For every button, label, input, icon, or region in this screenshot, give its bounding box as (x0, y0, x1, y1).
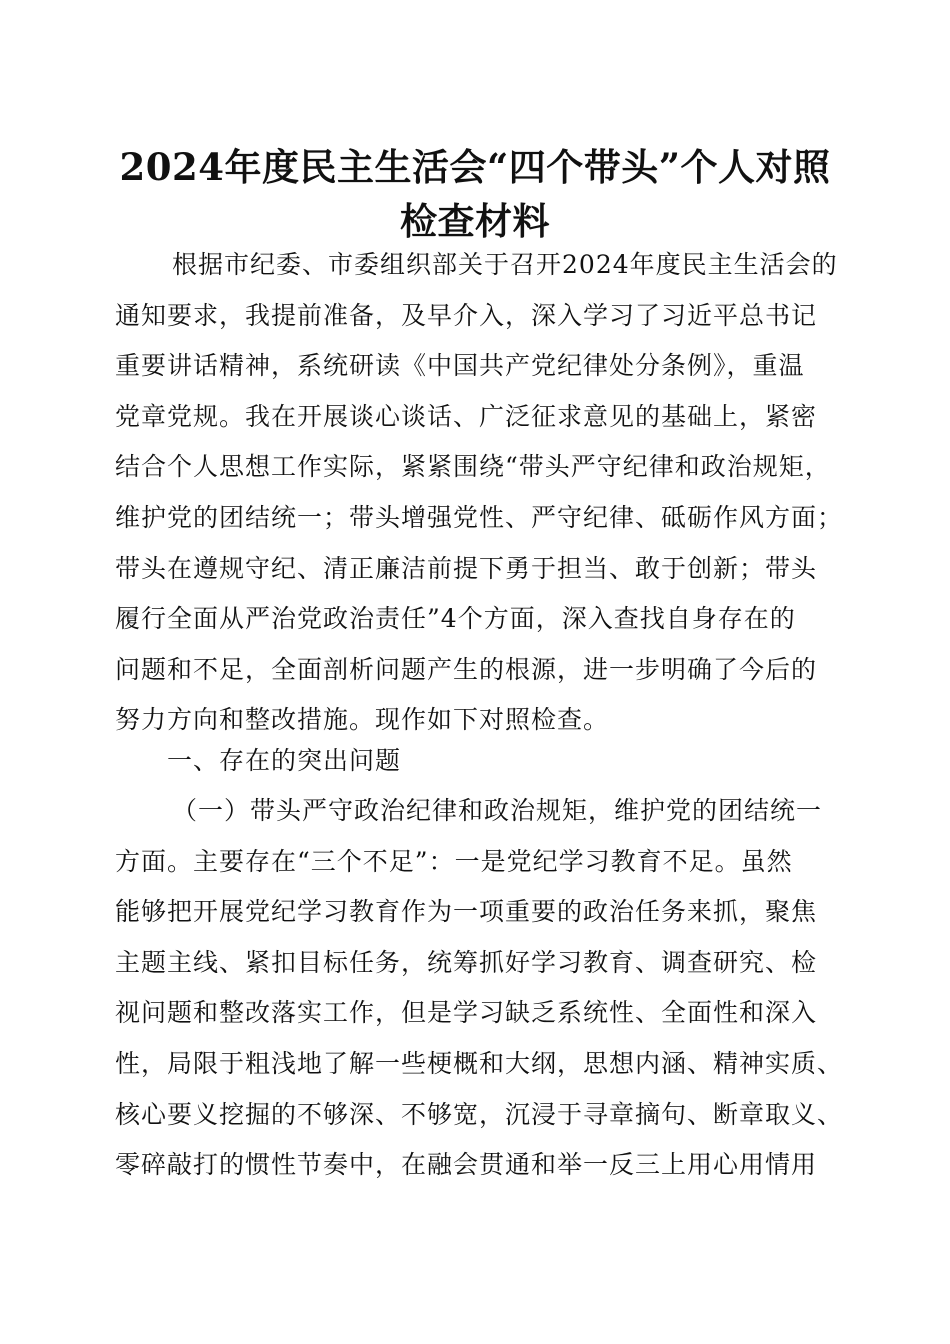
paragraph-line: 主题主线、紧扣目标任务，统筹抓好学习教育、调查研究、检 (115, 947, 818, 977)
paragraph-line: 履行全面从严治党政治责任”4个方面，深入查找自身存在的 (115, 604, 796, 634)
paragraph-line: 核心要义挖掘的不够深、不够宽，沉浸于寻章摘句、断章取义、 (115, 1099, 844, 1129)
paragraph-line: （一）带头严守政治纪律和政治规矩，维护党的团结统一 (172, 796, 823, 825)
paragraph-line: 努力方向和整改措施。现作如下对照检查。 (115, 705, 610, 735)
paragraph-line: 视问题和整改落实工作，但是学习缺乏系统性、全面性和深入 (115, 998, 818, 1028)
paragraph-line: 维护党的团结统一；带头增强党性、严守纪律、砥砺作风方面； (115, 502, 844, 532)
section-heading: 一、存在的突出问题 (167, 746, 402, 775)
title-line-1: 2024年度民主生活会“四个带头”个人对照 (119, 145, 831, 189)
paragraph-line: 方面。主要存在“三个不足”：一是党纪学习教育不足。虽然 (115, 846, 793, 876)
paragraph-line: 问题和不足，全面剖析问题产生的根源，进一步明确了今后的 (115, 654, 818, 684)
paragraph-line: 结合个人思想工作实际，紧紧围绕“带头严守纪律和政治规矩， (115, 452, 831, 482)
section-paragraph (115, 786, 844, 1191)
paragraph-line: 党章党规。我在开展谈心谈话、广泛征求意见的基础上，紧密 (115, 401, 818, 431)
document-title (100, 140, 850, 248)
paragraph-line: 通知要求，我提前准备，及早介入，深入学习了习近平总书记 (115, 300, 818, 330)
paragraph-line: 性，局限于粗浅地了解一些梗概和大纲，思想内涵、精神实质、 (115, 1048, 844, 1078)
intro-paragraph (115, 240, 844, 746)
paragraph-line: 零碎敲打的惯性节奏中，在融会贯通和举一反三上用心用情用 (115, 1150, 818, 1180)
paragraph-line: 能够把开展党纪学习教育作为一项重要的政治任务来抓，聚焦 (115, 897, 818, 927)
paragraph-line: 根据市纪委、市委组织部关于召开2024年度民主生活会的 (172, 250, 838, 279)
title-line-2: 检查材料 (400, 199, 550, 243)
paragraph-line: 重要讲话精神，系统研读《中国共产党纪律处分条例》，重温 (115, 351, 805, 381)
paragraph-line: 带头在遵规守纪、清正廉洁前提下勇于担当、敢于创新；带头 (115, 553, 818, 583)
